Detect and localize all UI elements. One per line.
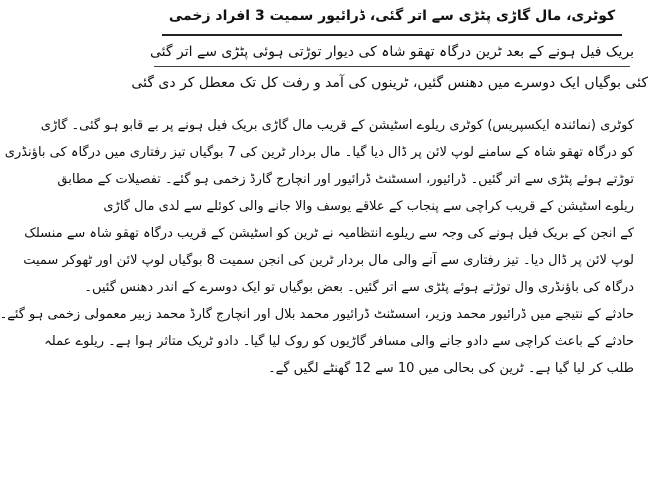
article-line: کوٹری (نمائندہ ایکسپریس) کوٹری ریلوے اسٹیشن کے قریب مال گاڑی بریک فیل ہونے پر بے قابو ہو گئی۔ گاڑی xyxy=(40,118,634,133)
subheadline-2: کئی بوگیاں ایک دوسرے میں دھنس گئیں، ٹرینوں کی آمد و رفت کل تک معطل کر دی گئی xyxy=(131,75,648,91)
article-line: کے انجن کے بریک فیل ہونے کی وجہ سے ریلوے انتظامیہ نے ٹرین کو اسٹیشن کے قریب درگاہ تھقو شاہ سے منسلک xyxy=(24,226,634,241)
subheadline-divider xyxy=(154,66,630,67)
article-line: درگاہ کی باؤنڈری وال توڑتے ہوئے پٹڑی سے اتر گئیں۔ بعض بوگیاں تو ایک دوسرے کے اندر دھنس گئیں۔ xyxy=(84,280,634,295)
article-line: حادثے کے باعث کراچی سے دادو جانے والی مسافر گاڑیوں کو روک لیا گیا۔ دادو ٹریک متاثر ہوا ہے۔ ریلوے عملہ xyxy=(44,334,634,349)
article-line: ریلوے اسٹیشن کے قریب کراچی سے پنجاب کے علاقے یوسف والا جانے والی کوئلے سے لدی مال گاڑی xyxy=(103,199,634,214)
article-line: کو درگاہ تھقو شاہ کے سامنے لوپ لائن پر ڈال دیا گیا۔ مال بردار ٹرین کی 7 بوگیاں تیز رفتاری میں درگاہ کی باؤنڈری xyxy=(4,145,634,160)
headline-block xyxy=(131,0,648,93)
article-line: طلب کر لیا گیا ہے۔ ٹرین کی بحالی میں 10 سے 12 گھنٹے لگیں گے۔ xyxy=(268,361,634,376)
article-line: حادثے کے نتیجے میں ڈرائیور محمد وزیر، اسسٹنٹ ڈرائیور محمد بلال اور انچارج گارڈ محمد زبیر معمولی زخمی ہو گئے۔ xyxy=(0,307,634,322)
headline-divider xyxy=(162,34,622,36)
article-body xyxy=(0,112,634,382)
article-line: لوپ لائن پر ڈال دیا۔ تیز رفتاری سے آنے والی مال بردار ٹرین کی انجن سمیت 8 بوگیاں لوپ لائن اور ٹھوکر سمیت xyxy=(23,253,634,268)
headline: کوٹری، مال گاڑی پٹڑی سے اتر گئی، ڈرائیور سمیت 3 افراد زخمی xyxy=(168,8,616,24)
article-line: توڑتے ہوئے پٹڑی سے اتر گئیں۔ ڈرائیور، اسسٹنٹ ڈرائیور اور انچارج گارڈ زخمی ہو گئے۔ تفصیلات کے مطابق xyxy=(57,172,634,187)
subheadline-1: بریک فیل ہونے کے بعد ٹرین درگاہ تھقو شاہ کی دیوار توڑتی ہوئی پٹڑی سے اتر گئی xyxy=(150,44,634,60)
